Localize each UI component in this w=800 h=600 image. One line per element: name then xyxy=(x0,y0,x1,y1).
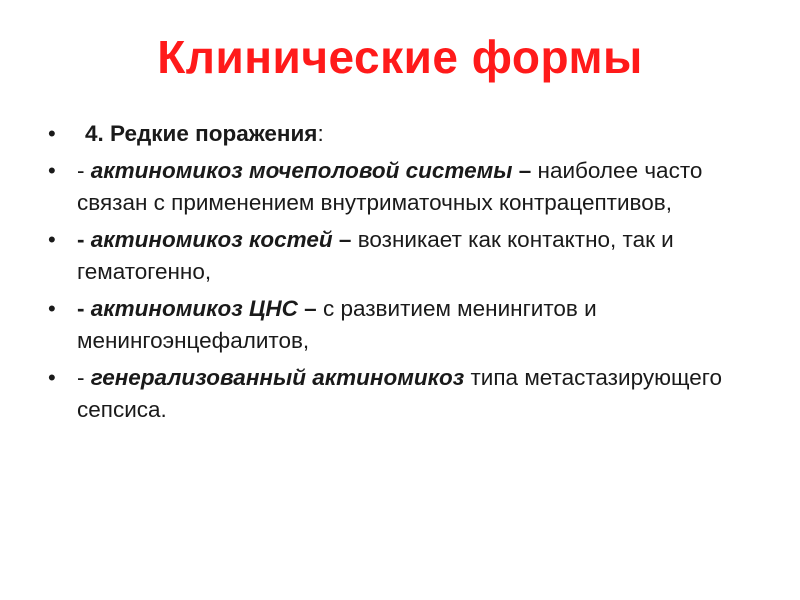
item-term: генерализованный актиномикоз xyxy=(90,365,465,390)
item-term: актиномикоз ЦНС xyxy=(90,296,298,321)
item-description: типа метастазирующего сепсиса. xyxy=(77,365,722,422)
bullet-list xyxy=(48,118,768,431)
bullet-icon: • xyxy=(48,227,56,252)
item-description: возникает как контактно, так и гематогенно, xyxy=(77,227,674,284)
item-dash: - xyxy=(77,158,91,183)
item-dash: - xyxy=(77,227,91,252)
list-item xyxy=(48,362,768,426)
item-description: наиболее часто связан с применением внутриматочных контрацептивов, xyxy=(77,158,703,215)
item-separator: – xyxy=(297,296,323,321)
item-description: с развитием менингитов и менингоэнцефалитов, xyxy=(77,296,597,353)
item-heading: 4. Редкие поражения xyxy=(85,121,318,146)
list-item xyxy=(48,293,768,357)
item-term: актиномикоз костей xyxy=(90,227,333,252)
item-dash: - xyxy=(77,296,91,321)
item-text xyxy=(85,121,324,146)
item-term: актиномикоз мочеполовой системы xyxy=(90,158,513,183)
bullet-icon: • xyxy=(48,296,56,321)
list-item xyxy=(48,155,768,219)
list-item xyxy=(48,224,768,288)
item-suffix: : xyxy=(317,121,324,146)
bullet-icon: • xyxy=(48,121,56,146)
bullet-icon: • xyxy=(48,158,56,183)
item-dash: - xyxy=(77,365,91,390)
item-separator: – xyxy=(512,158,538,183)
slide-title: Клинические формы xyxy=(157,31,643,83)
bullet-icon: • xyxy=(48,365,56,390)
item-separator: – xyxy=(332,227,358,252)
list-item xyxy=(48,118,768,150)
